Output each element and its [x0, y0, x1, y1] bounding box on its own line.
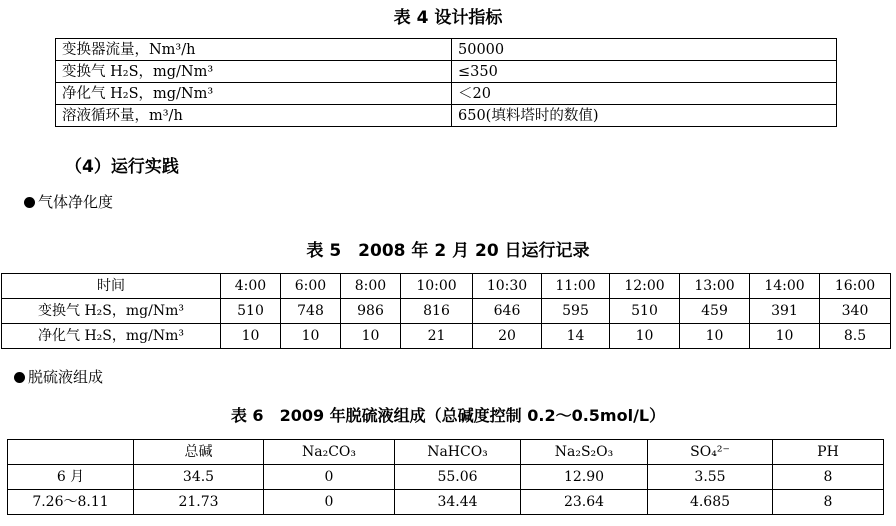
header-cell: 16:00 — [820, 274, 891, 299]
header-cell: 10:30 — [473, 274, 542, 299]
table-cell: 391 — [750, 299, 820, 324]
table-cell: 816 — [401, 299, 473, 324]
table-cell-label: 净化气 H₂S，mg/Nm³ — [56, 83, 452, 105]
table-cell-label: 溶液循环量，m³/h — [56, 105, 452, 127]
table-row — [56, 39, 837, 61]
table-cell: 510 — [221, 299, 281, 324]
table-cell: 21 — [401, 324, 473, 349]
table-row — [56, 61, 837, 83]
bullet-icon — [14, 372, 25, 383]
header-cell: SO₄²⁻ — [648, 440, 773, 465]
header-cell: 时间 — [2, 274, 221, 299]
header-cell: 4:00 — [221, 274, 281, 299]
table-cell: 10 — [221, 324, 281, 349]
table-cell: 748 — [281, 299, 341, 324]
table6-title: 表 6 2009 年脱硫液组成（总碱度控制 0.2～0.5mol/L） — [230, 406, 666, 425]
table-cell: 10 — [281, 324, 341, 349]
table-cell: 34.5 — [134, 465, 264, 490]
table-cell: 3.55 — [648, 465, 773, 490]
header-cell: 10:00 — [401, 274, 473, 299]
table-row — [2, 324, 891, 349]
table-cell-value: 650(填料塔时的数值) — [452, 105, 837, 127]
table-cell: 510 — [610, 299, 680, 324]
table-row — [56, 83, 837, 105]
table6 — [7, 439, 884, 515]
bullet-text: 气体净化度 — [38, 193, 114, 211]
table-cell: 8 — [773, 490, 884, 515]
table5 — [1, 273, 891, 349]
header-cell: 8:00 — [341, 274, 401, 299]
table-cell: 10 — [610, 324, 680, 349]
table-cell: 6 月 — [8, 465, 134, 490]
header-cell: 总碱 — [134, 440, 264, 465]
table4 — [55, 38, 837, 127]
table-cell: 0 — [264, 490, 395, 515]
table-cell: 55.06 — [395, 465, 521, 490]
table-row — [8, 490, 884, 515]
table-cell-value: 50000 — [452, 39, 837, 61]
table-cell: 14 — [542, 324, 610, 349]
table-cell: 986 — [341, 299, 401, 324]
table-cell: 646 — [473, 299, 542, 324]
table-cell: 20 — [473, 324, 542, 349]
table-cell: 10 — [680, 324, 750, 349]
table-cell: 34.44 — [395, 490, 521, 515]
table-cell: 21.73 — [134, 490, 264, 515]
header-cell: 13:00 — [680, 274, 750, 299]
table-cell: 23.64 — [521, 490, 648, 515]
table-cell-value: ＜20 — [452, 83, 837, 105]
table-cell: 7.26～8.11 — [8, 490, 134, 515]
bullet-icon — [24, 197, 35, 208]
header-cell: 11:00 — [542, 274, 610, 299]
table-cell-value: ≤350 — [452, 61, 837, 83]
table-cell: 4.685 — [648, 490, 773, 515]
table-cell: 595 — [542, 299, 610, 324]
header-cell: NaHCO₃ — [395, 440, 521, 465]
bullet-item — [14, 366, 103, 387]
table-cell: 10 — [750, 324, 820, 349]
table-cell: 459 — [680, 299, 750, 324]
header-cell: PH — [773, 440, 884, 465]
table-header-row — [8, 440, 884, 465]
table-cell: 净化气 H₂S，mg/Nm³ — [2, 324, 221, 349]
header-cell — [8, 440, 134, 465]
header-cell: 6:00 — [281, 274, 341, 299]
section-heading: （4）运行实践 — [65, 157, 179, 177]
table-cell: 变换气 H₂S，mg/Nm³ — [2, 299, 221, 324]
table-row — [2, 299, 891, 324]
table-cell: 8 — [773, 465, 884, 490]
bullet-text: 脱硫液组成 — [28, 368, 104, 386]
table-cell: 0 — [264, 465, 395, 490]
table-cell: 340 — [820, 299, 891, 324]
bullet-item — [24, 191, 113, 212]
header-cell: 12:00 — [610, 274, 680, 299]
table-cell-label: 变换气 H₂S，mg/Nm³ — [56, 61, 452, 83]
table-cell: 10 — [341, 324, 401, 349]
table-cell: 8.5 — [820, 324, 891, 349]
table5-title: 表 5 2008 年 2 月 20 日运行记录 — [306, 241, 590, 261]
header-cell: Na₂S₂O₃ — [521, 440, 648, 465]
table-header-row — [2, 274, 891, 299]
table4-title: 表 4 设计指标 — [393, 8, 503, 28]
table-row — [8, 465, 884, 490]
table-cell: 12.90 — [521, 465, 648, 490]
table-cell-label: 变换器流量，Nm³/h — [56, 39, 452, 61]
table-row — [56, 105, 837, 127]
header-cell: Na₂CO₃ — [264, 440, 395, 465]
header-cell: 14:00 — [750, 274, 820, 299]
